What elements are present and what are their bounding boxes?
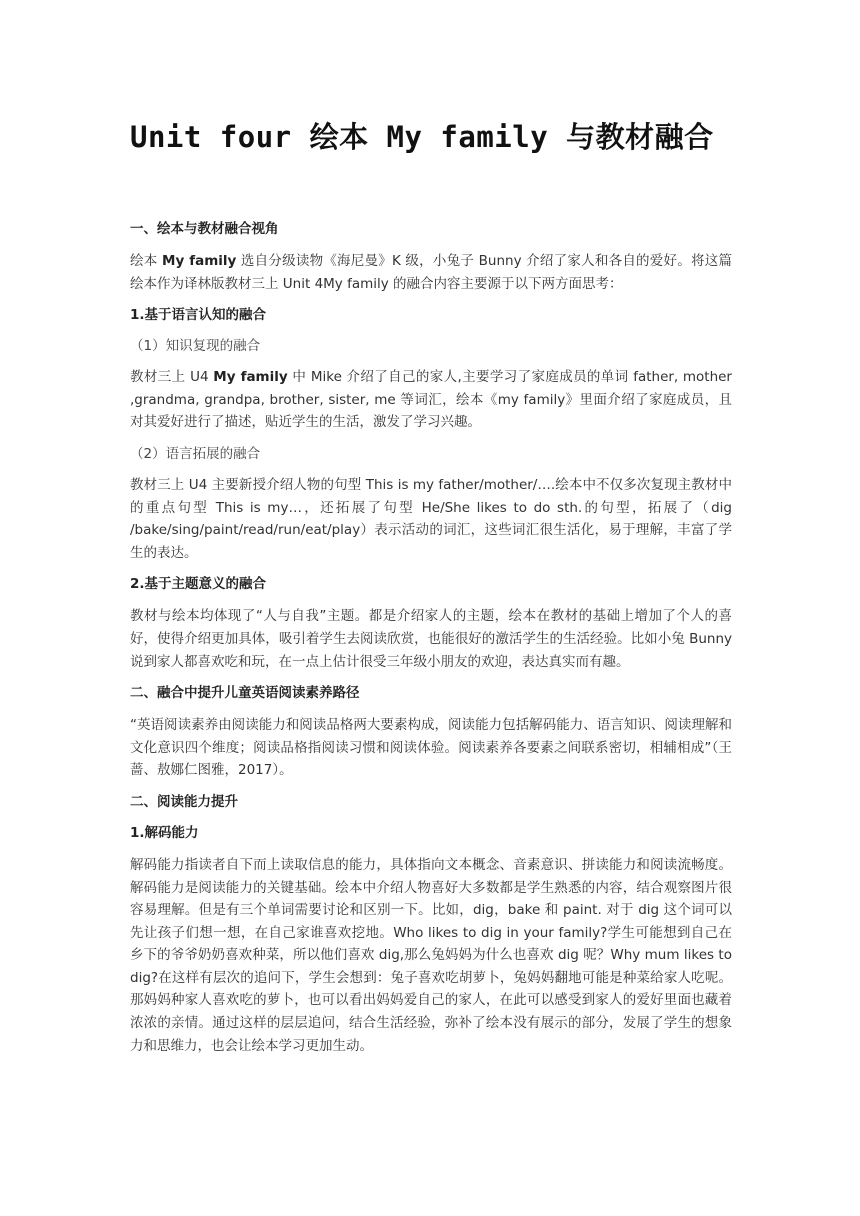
section-heading-2: 二、融合中提升儿童英语阅读素养路径 — [130, 685, 360, 702]
subsection-heading-1-2: 2.基于主题意义的融合 — [130, 576, 267, 593]
document-title: Unit four 绘本 My family 与教材融合 — [130, 120, 714, 154]
subsection-heading-decoding: 1.解码能力 — [130, 824, 199, 841]
text-run: 选自分级读物《海尼曼》K 级，小兔子 Bunny 介绍了家人和各自的爱好。将这篇绘本作为译林版教材三上 Unit 4My family 的融合内容主要源于以下两方面思考： — [130, 253, 733, 292]
subsection-heading-1-1: 1.基于语言认知的融合 — [130, 307, 267, 324]
section-heading-3: 二、阅读能力提升 — [130, 793, 238, 810]
paragraph-intro — [130, 250, 732, 295]
document-body — [130, 219, 732, 1057]
paragraph-decoding: 解码能力指读者自下而上读取信息的能力，具体指向文本概念、音素意识、拼读能力和阅读流畅度。解码能力是阅读能力的关键基础。绘本中介绍人物喜好大多数都是学生熟悉的内容，结合观察图片很容易理解。但是有三个单词需要讨论和区别一下。比如，dig，bake 和 paint. 对于 dig 这个词可以先让孩子们想一想，在自己家谁喜欢挖地。Who likes to dig in your family?学生可能想到自己在乡下的爷爷奶奶喜欢种菜，所以他们喜欢 dig,那么兔妈妈为什么也喜欢 dig 呢？Why mum likes to dig?在这样有层次的追问下，学生会想到：兔子喜欢吃胡萝卜，兔妈妈翻地可能是种菜给家人吃呢。那妈妈种家人喜欢吃的萝卜，也可以看出妈妈爱自己的家人，在此可以感受到家人的爱好里面也藏着浓浓的亲情。通过这样的层层追问，结合生活经验，弥补了绘本没有展示的部分，发展了学生的想象力和思维力，也会让绘本学习更加生动。 — [130, 856, 732, 1054]
paragraph-knowledge — [130, 366, 732, 434]
text-run: 绘本 — [130, 253, 163, 269]
text-run: 中 Mike 介绍了自己的家人,主要学习了家庭成员的单词 father, mother ,grandma, grandpa, brother, sister, me 等词汇，绘本《my family》里面介绍了家庭成员，且对其爱好进行了描述，贴近学生的生活，激发了学习兴趣。 — [130, 369, 732, 431]
paragraph-theme: 教材与绘本均体现了“人与自我”主题。都是介绍家人的主题，绘本在教材的基础上增加了个人的喜好，使得介绍更加具体，吸引着学生去阅读欣赏，也能很好的激活学生的生活经验。比如小兔 Bunny 说到家人都喜欢吃和玩，在一点上估计很受三年级小朋友的欢迎，表达真实而有趣。 — [130, 608, 732, 670]
paragraph-extension: 教材三上 U4 主要新授介绍人物的句型 This is my father/mother/….绘本中不仅多次复现主教材中的重点句型 This is my…，还拓展了句型 He/She likes to do sth.的句型，拓展了（dig /bake/sing/paint/read/run/eat/play）表示活动的词汇，这些词汇很生活化，易于理解，丰富了学生的表达。 — [130, 476, 732, 561]
minor-heading-knowledge: （1）知识复现的融合 — [130, 338, 261, 355]
text-run: 教材三上 U4 — [130, 369, 214, 386]
minor-heading-extension: （2）语言拓展的融合 — [130, 445, 261, 462]
document-page — [130, 108, 732, 1067]
section-heading-1: 一、绘本与教材融合视角 — [130, 221, 279, 237]
paragraph-literacy: “英语阅读素养由阅读能力和阅读品格两大要素构成，阅读能力包括解码能力、语言知识、阅读理解和文化意识四个维度；阅读品格指阅读习惯和阅读体验。阅读素养各要素之间联系密切，相辅相成”（王蔷、敖娜仁图雅，2017）。 — [130, 717, 732, 779]
bold-title: My family — [162, 253, 237, 269]
bold-title: My family — [213, 369, 288, 386]
